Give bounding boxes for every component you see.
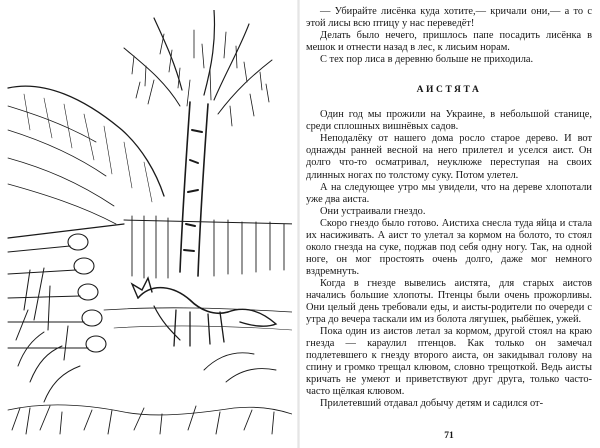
fox-illustration-icon [4, 10, 292, 440]
story-paragraph: Скоро гнездо было готово. Аистиха снесла туда яйца и стала их насиживать. А аист то улетал за кормом на болото, то стоял около гнезда на суке, поджав под себя одну ногу. Так, на одной ноге, он мог простоять очень долго, даже мог немного вздремнуть. [306, 217, 592, 277]
left-page-illustration [4, 10, 292, 440]
intro-paragraph: — Убирайте лисёнка куда хотите,— кричали они,— а то с этой лисы всю птицу у нас переведёт! [306, 6, 592, 30]
right-page [306, 6, 592, 442]
intro-paragraph: Делать было нечего, пришлось папе посадить лисёнка в мешок и отнести назад в лес, к лисьим норам. [306, 30, 592, 54]
story-paragraph: Пока один из аистов летал за кормом, другой стоял на краю гнезда — караулил птенцов. Как только он замечал подлетевшего к гнезду второго аиста, он закидывал голову на спину и громко трещал клювом, словно трещоткой. Ведь аисты кричать не умеют и приветствуют друг друга, только часто-часто щёлкая клювом. [306, 326, 592, 398]
story-paragraph: Неподалёку от нашего дома росло старое дерево. И вот однажды ранней весной на него прилетел и уселся аист. Он долго что-то осматривал, неуклюже переступая на своих длинных ногах по толстому суку. Потом улетел. [306, 133, 592, 181]
intro-paragraph: С тех пор лиса в деревню больше не приходила. [320, 54, 534, 66]
story-paragraph: А на следующее утро мы увидели, что на дереве хлопотали уже два аиста. [306, 181, 592, 205]
book-gutter [297, 0, 300, 448]
story-paragraph: Когда в гнезде вывелись аистята, для старых аистов начались большие хлопоты. Птенцы были очень прожорливы. Они целый день требовали еды, и аисты-родители по очереди с утра до вечера таскали им из болота лягушек, рыбёшек, ужей. [306, 277, 592, 326]
story-paragraph: Один год мы прожили на Украине, в небольшой станице, среди сплошных вишнёвых садов. [306, 109, 592, 133]
story-paragraph: Прилетевший отдавал добычу детям и садился от- [320, 398, 544, 410]
page-number: 71 [444, 430, 454, 441]
story-paragraph: Они устраивали гнездо. [320, 205, 426, 217]
story-heading: АИСТЯТА [416, 85, 482, 96]
